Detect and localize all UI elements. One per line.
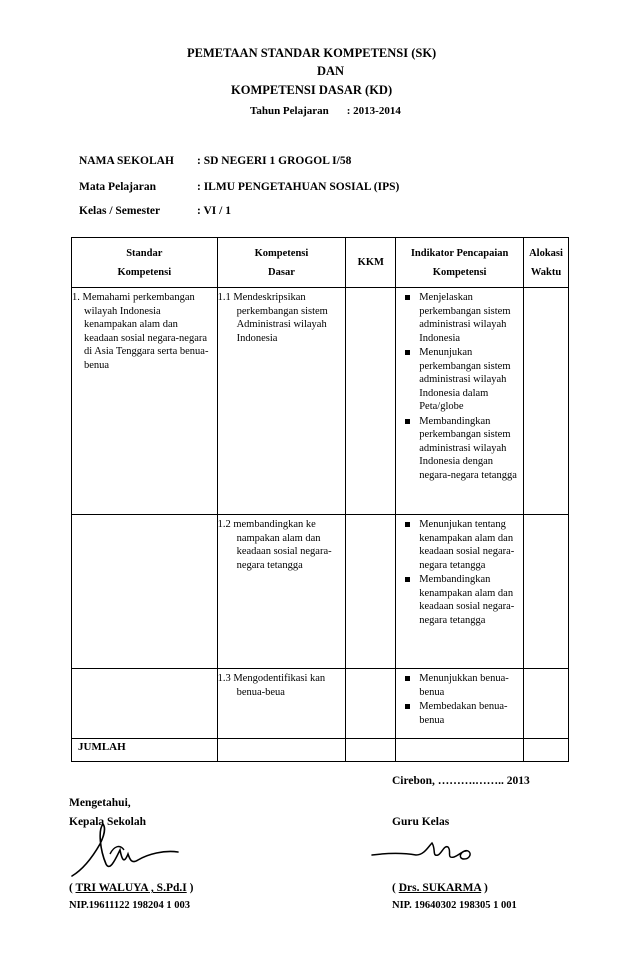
info-class (79, 205, 231, 217)
table-row (72, 288, 569, 515)
header-kompetensi-dasar: Kompetensi Dasar (217, 238, 346, 288)
standar-cell (72, 669, 218, 739)
teacher-signature (370, 833, 480, 867)
title-line-2: DAN (317, 64, 345, 78)
title-line-1: PEMETAAN STANDAR KOMPETENSI (SK) (187, 46, 437, 60)
table-header-row (72, 238, 569, 288)
standar-cell (72, 515, 218, 669)
info-value: : VI / 1 (197, 205, 231, 217)
title-line-3: KOMPETENSI DASAR (KD) (231, 83, 393, 97)
academic-year (250, 105, 401, 117)
academic-year-value: : 2013-2014 (346, 105, 401, 117)
total-label: JUMLAH (72, 739, 218, 762)
indikator-cell (396, 515, 524, 669)
table-row (72, 669, 569, 739)
standar-cell (72, 288, 218, 515)
acknowledged-label: Mengetahui, (69, 797, 131, 809)
place-date: Cirebon, ……….…….. 2013 (392, 775, 530, 787)
list-item: Menunjukan perkembangan sistem administrasi wilayah Indonesia dalam Peta/globe (402, 346, 519, 414)
principal-nip: NIP.19611122 198204 1 003 (69, 900, 190, 911)
standar-text: 1. Memahami perkembangan wilayah Indonesia kenampakan alam dan keadaan sosial negara-negara di Asia Tenggara serta benua-benua (72, 292, 209, 371)
table-row (72, 515, 569, 669)
info-school (79, 155, 351, 167)
kd-cell (217, 288, 346, 515)
header-indikator: Indikator Pencapaian Kompetensi (396, 238, 524, 288)
indikator-cell (396, 288, 524, 515)
header-kkm: KKM (346, 238, 396, 288)
kkm-cell (346, 669, 396, 739)
kd-cell (217, 515, 346, 669)
kd-text: 1.2 membandingkan ke nampakan alam dan keadaan sosial negara-negara tetangga (217, 519, 332, 571)
header-alokasi-waktu: Alokasi Waktu (524, 238, 569, 288)
info-value: : ILMU PENGETAHUAN SOSIAL (IPS) (197, 181, 400, 193)
kkm-cell (346, 515, 396, 669)
table-total-row (72, 739, 569, 762)
list-item: Membandingkan perkembangan sistem administrasi wilayah Indonesia dengan negara-negara tetangga (402, 415, 519, 483)
alokasi-cell (524, 288, 569, 515)
indikator-list (402, 291, 519, 482)
right-role: Guru Kelas (392, 816, 450, 828)
kd-text: 1.1 Mendeskripsikan perkembangan sistem Administrasi wilayah Indonesia (217, 292, 328, 344)
indikator-list (402, 518, 519, 627)
header-standar-kompetensi: Standar Kompetensi (72, 238, 218, 288)
principal-signature (70, 820, 180, 880)
info-label: Kelas / Semester (79, 205, 161, 217)
list-item: Menunjukan tentang kenampakan alam dan keadaan sosial negara-negara tetangga (402, 518, 519, 572)
kkm-cell (346, 288, 396, 515)
kd-cell (217, 669, 346, 739)
competency-table (71, 237, 569, 762)
teacher-name: ( Drs. SUKARMA ) (392, 882, 488, 894)
list-item: Menunjukkan benua-benua (402, 672, 519, 699)
alokasi-cell (524, 669, 569, 739)
list-item: Membedakan benua- benua (402, 700, 519, 727)
indikator-cell (396, 669, 524, 739)
left-role: Kepala Sekolah (69, 816, 147, 828)
list-item: Membandingkan kenampakan alam dan keadaan sosial negara-negara tetangga (402, 573, 519, 627)
info-label: NAMA SEKOLAH (79, 155, 174, 167)
kd-text: 1.3 Mengodentifikasi kan benua-beua (217, 673, 326, 698)
info-label: Mata Pelajaran (79, 181, 156, 193)
list-item: Menjelaskan perkembangan sistem administrasi wilayah Indonesia (402, 291, 519, 345)
teacher-nip: NIP. 19640302 198305 1 001 (392, 900, 517, 911)
principal-name: ( TRI WALUYA , S.Pd.I ) (69, 882, 194, 894)
alokasi-cell (524, 515, 569, 669)
info-value: : SD NEGERI 1 GROGOL I/58 (197, 155, 352, 167)
academic-year-label: Tahun Pelajaran (250, 105, 329, 117)
info-subject (79, 181, 399, 193)
indikator-list (402, 672, 519, 727)
